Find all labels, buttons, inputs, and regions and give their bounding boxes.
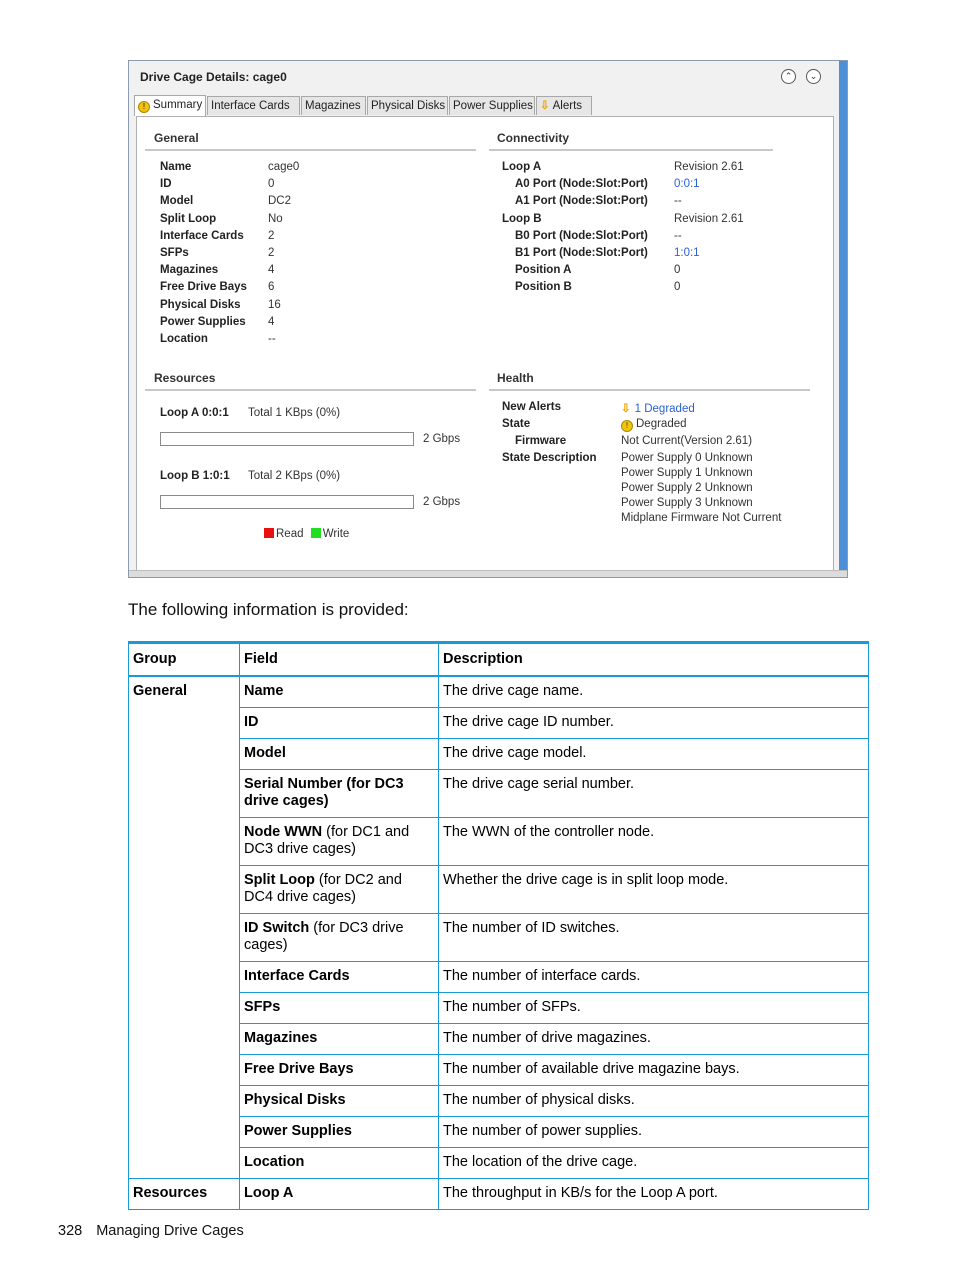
connectivity-field-label: Position B: [515, 281, 572, 294]
field-name: Loop A: [244, 1185, 294, 1201]
cell-field: [240, 993, 439, 1024]
general-section-title: General: [154, 131, 199, 145]
general-field-value: 4: [268, 264, 275, 277]
cell-group: [129, 1055, 240, 1086]
connectivity-field-value: 0: [674, 281, 681, 294]
tab-interface-cards[interactable]: Interface Cards: [207, 96, 300, 115]
cell-description: The drive cage model.: [439, 739, 869, 770]
connectivity-section-title: Connectivity: [497, 131, 570, 145]
loop-a-label: Loop A 0:0:1: [160, 407, 229, 419]
general-field-label: Free Drive Bays: [160, 281, 247, 294]
general-field-label: SFPs: [160, 247, 189, 259]
general-field-label: Split Loop: [160, 212, 217, 225]
cell-description: The number of ID switches.: [439, 914, 869, 962]
connectivity-field-label: A0 Port (Node:Slot:Port): [515, 178, 648, 191]
field-name: Physical Disks: [244, 1092, 346, 1108]
cell-field: [240, 1024, 439, 1055]
cell-group: [129, 914, 240, 962]
general-field-label: Name: [160, 161, 192, 173]
cell-field: [240, 1055, 439, 1086]
table-row: [129, 866, 869, 914]
cell-description: The number of physical disks.: [439, 1086, 869, 1117]
table-row: [129, 676, 869, 708]
cell-group: [129, 739, 240, 770]
state-description-line: Power Supply 1 Unknown: [621, 467, 753, 479]
connectivity-field-label: Position A: [515, 264, 572, 277]
connectivity-field-label: Loop B: [502, 212, 542, 225]
general-field-value: 6: [268, 281, 275, 294]
connectivity-field-value: Revision 2.61: [674, 212, 744, 225]
table-row: [129, 818, 869, 866]
warning-icon: !: [138, 101, 150, 113]
cell-description: The WWN of the controller node.: [439, 818, 869, 866]
table-body: [129, 676, 869, 1210]
field-name: Magazines: [244, 1030, 318, 1046]
loop-b-label: Loop B 1:0:1: [160, 470, 230, 482]
read-swatch: [264, 528, 274, 538]
warning-icon: !: [621, 420, 633, 432]
field-qualifier: (for DC2 and DC4 drive cages): [244, 872, 402, 905]
field-name: ID: [244, 714, 259, 730]
firmware-label: Firmware: [515, 435, 567, 447]
field-name: SFPs: [244, 999, 281, 1015]
general-field-value: 4: [268, 315, 275, 328]
connectivity-divider: [489, 149, 773, 151]
field-qualifier: (for DC1 and DC3 drive cages): [244, 824, 410, 857]
field-name: Interface Cards: [244, 968, 350, 984]
general-field-value: DC2: [268, 195, 292, 208]
cell-group: [129, 1024, 240, 1055]
cell-field: [240, 770, 439, 818]
connectivity-field-label: B0 Port (Node:Slot:Port): [515, 229, 648, 242]
header-field: Field: [240, 643, 439, 677]
field-name: Model: [244, 745, 286, 761]
health-section-title: Health: [497, 371, 534, 385]
resources-section-title: Resources: [154, 371, 216, 385]
general-field-value: 0: [268, 178, 275, 191]
cell-group: [129, 1117, 240, 1148]
resources-divider: [145, 389, 476, 391]
general-field-label: Physical Disks: [160, 298, 241, 311]
connectivity-field-label: A1 Port (Node:Slot:Port): [515, 195, 648, 208]
field-name: Split Loop: [244, 872, 315, 888]
general-field-label: Power Supplies: [160, 315, 246, 328]
tab-magazines[interactable]: Magazines: [301, 96, 366, 115]
info-table: [128, 641, 869, 1210]
cell-group: [129, 1086, 240, 1117]
new-alerts-label: New Alerts: [502, 401, 562, 413]
cell-group: [129, 1148, 240, 1179]
cell-field: [240, 962, 439, 993]
write-swatch: [311, 528, 321, 538]
cell-group: General: [129, 676, 240, 708]
general-divider: [145, 149, 476, 151]
page-number: 328: [58, 1223, 83, 1239]
cell-group: [129, 770, 240, 818]
cell-group: Resources: [129, 1179, 240, 1210]
state-description-line: Midplane Firmware Not Current: [621, 512, 782, 524]
cell-field: [240, 818, 439, 866]
field-name: Serial Number (for DC3 drive cages): [244, 776, 404, 809]
connectivity-field-value[interactable]: 0:0:1: [674, 178, 700, 191]
field-name: Node WWN: [244, 824, 323, 840]
footer-section: Managing Drive Cages: [96, 1223, 244, 1239]
general-field-label: Interface Cards: [160, 229, 244, 242]
header-group: Group: [129, 643, 240, 677]
general-field-value: 2: [268, 229, 275, 242]
cell-field: [240, 1117, 439, 1148]
cell-description: The number of available drive magazine bays.: [439, 1055, 869, 1086]
health-divider: [489, 389, 810, 391]
throughput-legend: Read Write: [264, 528, 349, 540]
cell-group: [129, 962, 240, 993]
general-field-label: Location: [160, 333, 208, 345]
field-name: Free Drive Bays: [244, 1061, 354, 1077]
field-name: ID Switch: [244, 920, 310, 936]
expand-down-icon[interactable]: ⌄: [806, 69, 821, 84]
cell-field: [240, 1086, 439, 1117]
general-field-label: Magazines: [160, 264, 219, 277]
tab-physical-disks[interactable]: Physical Disks: [367, 96, 448, 115]
connectivity-field-value: Revision 2.61: [674, 161, 744, 173]
cell-field: [240, 708, 439, 739]
general-field-value: --: [268, 333, 276, 345]
panel-titlebar: [129, 61, 841, 93]
cell-field: [240, 1148, 439, 1179]
table-row: [129, 1179, 869, 1210]
cell-description: Whether the drive cage is in split loop mode.: [439, 866, 869, 914]
table-row: [129, 1055, 869, 1086]
table-row: [129, 1086, 869, 1117]
loop-a-speed: 2 Gbps: [423, 433, 461, 445]
table-row: [129, 708, 869, 739]
cell-field: [240, 1179, 439, 1210]
cell-description: The number of SFPs.: [439, 993, 869, 1024]
field-name: Power Supplies: [244, 1123, 352, 1139]
new-alerts-link[interactable]: ⇩ 1 Degraded: [621, 403, 695, 415]
panel-title: Drive Cage Details: cage0: [140, 70, 287, 84]
table-row: [129, 1024, 869, 1055]
header-description: Description: [439, 643, 869, 677]
summary-content: [136, 116, 834, 571]
field-qualifier: (for DC3 drive cages): [244, 920, 404, 953]
table-row: [129, 739, 869, 770]
state-value: ! Degraded: [621, 418, 687, 432]
state-label: State: [502, 418, 531, 430]
tab-summary[interactable]: ! Summary: [134, 95, 206, 116]
loop-a-total: Total 1 KBps (0%): [248, 407, 341, 419]
cell-group: [129, 708, 240, 739]
collapse-up-icon[interactable]: ⌃: [781, 69, 796, 84]
loop-b-throughput-bar: [160, 495, 414, 509]
table-row: [129, 962, 869, 993]
alert-bolt-icon: ⇩: [621, 403, 631, 415]
table-header-row: [129, 643, 869, 677]
state-description-line: Power Supply 2 Unknown: [621, 482, 753, 494]
firmware-value: Not Current(Version 2.61): [621, 435, 753, 447]
table-row: [129, 1117, 869, 1148]
cell-field: [240, 739, 439, 770]
intro-text: The following information is provided:: [128, 600, 409, 619]
cell-description: The number of power supplies.: [439, 1117, 869, 1148]
tab-power-supplies[interactable]: Power Supplies: [449, 96, 535, 115]
panel-bottom-edge: [129, 570, 847, 577]
tab-alerts[interactable]: ⇩ Alerts: [536, 96, 592, 115]
table-row: [129, 1148, 869, 1179]
field-name: Name: [244, 683, 284, 699]
cell-field: [240, 914, 439, 962]
state-description-line: Power Supply 3 Unknown: [621, 497, 753, 509]
vertical-scrollbar[interactable]: [839, 61, 847, 577]
cell-field: [240, 676, 439, 708]
cell-group: [129, 993, 240, 1024]
state-description-label: State Description: [502, 452, 597, 464]
loop-a-throughput-bar: [160, 432, 414, 446]
general-field-value: 16: [268, 298, 281, 311]
connectivity-field-label: Loop A: [502, 161, 542, 173]
cell-description: The throughput in KB/s for the Loop A port.: [439, 1179, 869, 1210]
drive-cage-details-panel: [128, 60, 848, 578]
general-field-label: ID: [160, 178, 172, 191]
loop-b-total: Total 2 KBps (0%): [248, 470, 341, 482]
general-field-value: cage0: [268, 161, 300, 173]
alert-bolt-icon: ⇩: [540, 100, 550, 112]
state-description-line: Power Supply 0 Unknown: [621, 452, 753, 464]
cell-description: The drive cage serial number.: [439, 770, 869, 818]
cell-field: [240, 866, 439, 914]
cell-description: The number of drive magazines.: [439, 1024, 869, 1055]
connectivity-field-value: 0: [674, 264, 681, 277]
general-field-value: 2: [268, 247, 275, 259]
cell-description: The location of the drive cage.: [439, 1148, 869, 1179]
connectivity-field-label: B1 Port (Node:Slot:Port): [515, 247, 648, 259]
general-field-label: Model: [160, 195, 194, 208]
loop-b-speed: 2 Gbps: [423, 496, 461, 508]
table-row: [129, 770, 869, 818]
cell-group: [129, 818, 240, 866]
page-footer: [58, 1223, 244, 1239]
cell-group: [129, 866, 240, 914]
connectivity-field-value: --: [674, 229, 682, 242]
cell-description: The drive cage name.: [439, 676, 869, 708]
cell-description: The number of interface cards.: [439, 962, 869, 993]
cell-description: The drive cage ID number.: [439, 708, 869, 739]
connectivity-field-value: --: [674, 195, 682, 208]
table-row: [129, 993, 869, 1024]
general-field-value: No: [268, 212, 283, 225]
table-row: [129, 914, 869, 962]
connectivity-field-value[interactable]: 1:0:1: [674, 247, 700, 259]
field-name: Location: [244, 1154, 305, 1170]
